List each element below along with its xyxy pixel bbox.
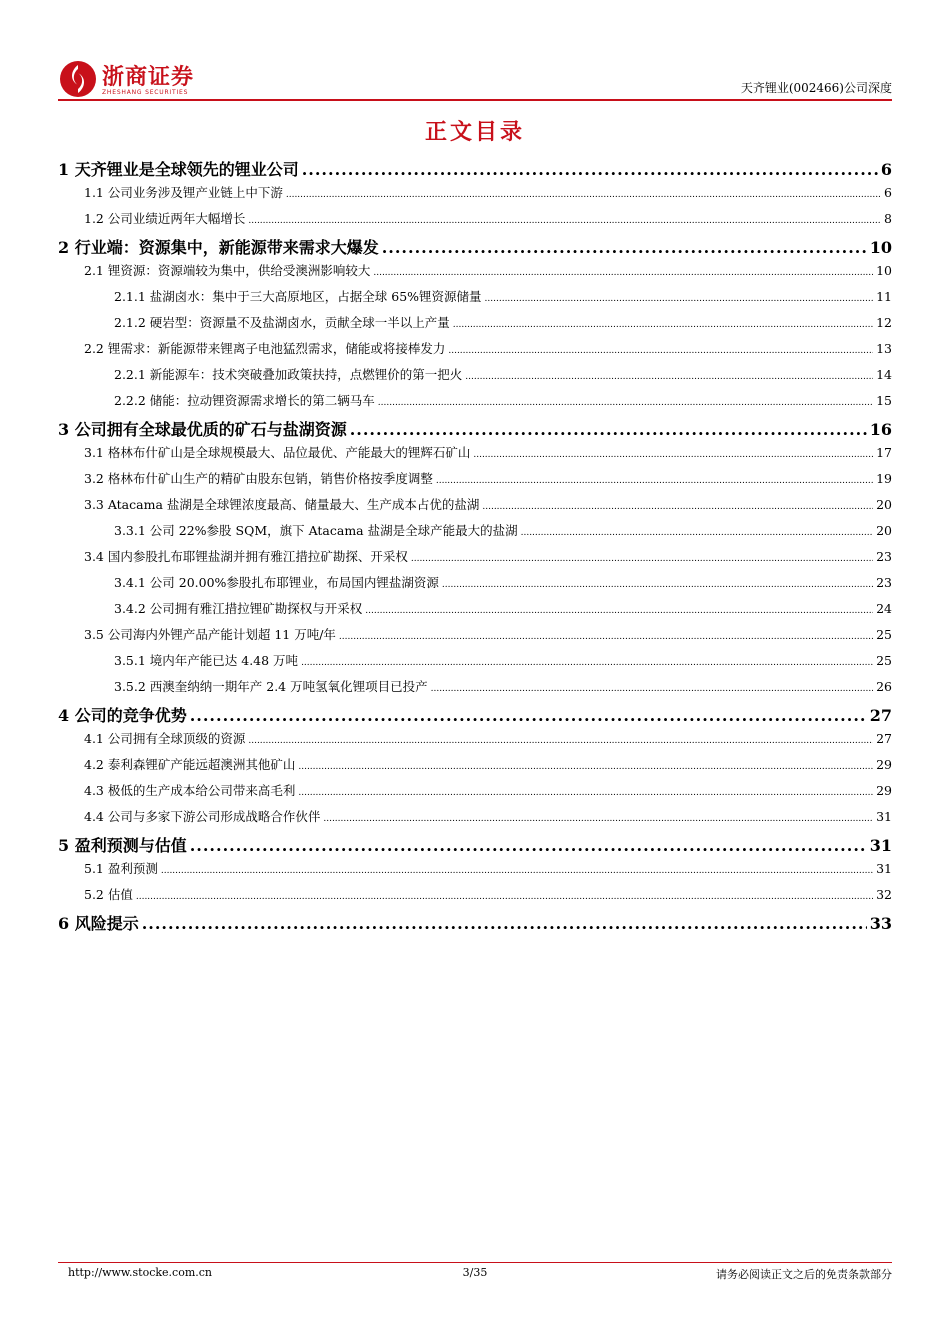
toc-entry[interactable]: [58, 391, 892, 417]
toc-entry-page: 27: [876, 731, 892, 746]
toc-entry-page: 26: [876, 679, 892, 694]
logo-text-cn: 浙商证券: [102, 65, 195, 90]
page-header: [58, 56, 892, 102]
toc-entry-page: 27: [869, 706, 892, 725]
toc-entry-title: 3.2 格林布什矿山生产的精矿由股东包销，销售价格按季度调整: [84, 471, 433, 486]
toc-dot-leader: [323, 814, 873, 824]
toc-entry-page: 23: [876, 549, 892, 564]
toc-entry-page: 29: [876, 757, 892, 772]
toc-entry[interactable]: [58, 573, 892, 599]
toc-entry-title: 4.4 公司与多家下游公司形成战略合作伙伴: [84, 809, 321, 824]
toc-entry[interactable]: [58, 755, 892, 781]
header-divider: [58, 99, 892, 101]
toc-entry[interactable]: [58, 287, 892, 313]
footer-disclaimer: 请务必阅读正文之后的免责条款部分: [716, 1268, 892, 1281]
toc-entry[interactable]: [58, 833, 892, 859]
toc-entry[interactable]: [58, 521, 892, 547]
toc-entry[interactable]: [58, 313, 892, 339]
toc-entry-title: 2.1.1 盐湖卤水：集中于三大高原地区，占据全球 65%锂资源储量: [114, 289, 482, 304]
toc-dot-leader: [350, 420, 867, 439]
toc-entry-page: 23: [876, 575, 892, 590]
toc-entry-title: 2.2.2 储能：拉动锂资源需求增长的第二辆马车: [114, 393, 375, 408]
toc-entry-title: 3.4.2 公司拥有雅江措拉锂矿勘探权与开采权: [114, 601, 363, 616]
toc-entry-title: 5 盈利预测与估值: [58, 836, 187, 855]
toc-entry[interactable]: [58, 547, 892, 573]
toc-dot-leader: [286, 190, 881, 200]
toc-dot-leader: [373, 268, 873, 278]
toc-entry-page: 6: [884, 185, 892, 200]
footer-url[interactable]: http://www.stocke.com.cn: [68, 1266, 212, 1279]
toc-dot-leader: [142, 914, 867, 933]
toc-dot-leader: [465, 372, 873, 382]
footer-divider: [58, 1262, 892, 1263]
toc-entry-page: 25: [876, 627, 892, 642]
toc-entry[interactable]: [58, 781, 892, 807]
toc-entry[interactable]: [58, 703, 892, 729]
company-logo: [58, 56, 258, 102]
toc-dot-leader: [436, 476, 873, 486]
toc-entry-page: 20: [876, 523, 892, 538]
toc-entry-page: 32: [876, 887, 892, 902]
page-number: 3/35: [462, 1266, 488, 1279]
toc-dot-leader: [378, 398, 873, 408]
toc-entry-page: 25: [876, 653, 892, 668]
toc-dot-leader: [190, 836, 867, 855]
toc-entry-page: 20: [876, 497, 892, 512]
toc-entry-title: 3.3 Atacama 盐湖是全球锂浓度最高、储量最大、生产成本占优的盐湖: [84, 497, 480, 512]
toc-dot-leader: [453, 320, 873, 330]
toc-entry-title: 2.2 锂需求：新能源带来锂离子电池猛烈需求，储能或将接棒发力: [84, 341, 446, 356]
toc-entry[interactable]: [58, 677, 892, 703]
toc-entry-page: 16: [869, 420, 892, 439]
toc-entry-page: 33: [869, 914, 892, 933]
toc-dot-leader: [365, 606, 873, 616]
toc-dot-leader: [298, 788, 873, 798]
toc-entry-page: 10: [869, 238, 892, 257]
toc-entry-page: 15: [876, 393, 892, 408]
toc-entry[interactable]: [58, 651, 892, 677]
logo-text-en: ZHESHANG SECURITIES: [102, 89, 189, 96]
toc-entry-title: 3.5.2 西澳奎纳纳一期年产 2.4 万吨氢氧化锂项目已投产: [114, 679, 428, 694]
table-of-contents: [58, 157, 892, 937]
toc-entry-title: 3.4.1 公司 20.00%参股扎布耶锂业，布局国内锂盐湖资源: [114, 575, 439, 590]
toc-entry-title: 1 天齐锂业是全球领先的锂业公司: [58, 160, 299, 179]
toc-dot-leader: [248, 216, 881, 226]
toc-entry[interactable]: [58, 443, 892, 469]
toc-entry[interactable]: [58, 365, 892, 391]
toc-entry-title: 3.1 格林布什矿山是全球规模最大、品位最优、产能最大的锂辉石矿山: [84, 445, 471, 460]
toc-entry-title: 5.1 盈利预测: [84, 861, 158, 876]
toc-dot-leader: [298, 762, 873, 772]
toc-entry-title: 4.3 极低的生产成本给公司带来高毛利: [84, 783, 296, 798]
toc-entry[interactable]: [58, 183, 892, 209]
toc-entry-page: 24: [876, 601, 892, 616]
logo-mark-icon: [58, 59, 98, 99]
toc-entry-title: 4 公司的竞争优势: [58, 706, 187, 725]
toc-entry-title: 2.2.1 新能源车：技术突破叠加政策扶持，点燃锂价的第一把火: [114, 367, 463, 382]
toc-entry-title: 3.5 公司海内外锂产品产能计划超 11 万吨/年: [84, 627, 336, 642]
toc-entry-title: 3 公司拥有全球最优质的矿石与盐湖资源: [58, 420, 347, 439]
toc-entry-page: 17: [876, 445, 892, 460]
toc-entry-page: 8: [884, 211, 892, 226]
toc-dot-leader: [521, 528, 873, 538]
toc-entry-page: 31: [876, 861, 892, 876]
toc-entry-title: 2.1.2 硬岩型：资源量不及盐湖卤水，贡献全球一半以上产量: [114, 315, 450, 330]
toc-entry[interactable]: [58, 261, 892, 287]
toc-entry-title: 1.1 公司业务涉及锂产业链上中下游: [84, 185, 283, 200]
toc-entry[interactable]: [58, 417, 892, 443]
toc-entry[interactable]: [58, 339, 892, 365]
toc-entry[interactable]: [58, 885, 892, 911]
toc-entry[interactable]: [58, 911, 892, 937]
toc-dot-leader: [382, 238, 867, 257]
toc-entry-title: 2 行业端：资源集中，新能源带来需求大爆发: [58, 238, 379, 257]
toc-entry-title: 3.3.1 公司 22%参股 SQM，旗下 Atacama 盐湖是全球产能最大的盐湖: [114, 523, 518, 538]
toc-entry-page: 31: [876, 809, 892, 824]
toc-entry-title: 4.1 公司拥有全球顶级的资源: [84, 731, 246, 746]
toc-entry[interactable]: [58, 625, 892, 651]
toc-dot-leader: [473, 450, 873, 460]
toc-entry-title: 1.2 公司业绩近两年大幅增长: [84, 211, 246, 226]
toc-entry-page: 11: [876, 289, 892, 304]
toc-entry[interactable]: [58, 859, 892, 885]
toc-entry-title: 5.2 估值: [84, 887, 133, 902]
toc-entry[interactable]: [58, 209, 892, 235]
toc-entry[interactable]: [58, 469, 892, 495]
toc-dot-leader: [161, 866, 873, 876]
toc-entry[interactable]: [58, 599, 892, 625]
toc-dot-leader: [482, 502, 873, 512]
toc-entry-page: 31: [869, 836, 892, 855]
toc-entry-page: 10: [876, 263, 892, 278]
page-title: 正文目录: [424, 119, 525, 145]
toc-dot-leader: [431, 684, 873, 694]
toc-entry-page: 14: [876, 367, 892, 382]
toc-dot-leader: [301, 658, 873, 668]
toc-dot-leader: [442, 580, 873, 590]
report-title: 天齐锂业(002466)公司深度: [740, 81, 892, 95]
toc-entry[interactable]: [58, 495, 892, 521]
toc-dot-leader: [302, 160, 878, 179]
toc-entry-page: 12: [876, 315, 892, 330]
toc-dot-leader: [448, 346, 873, 356]
toc-dot-leader: [485, 294, 874, 304]
toc-dot-leader: [190, 706, 867, 725]
toc-entry-title: 6 风险提示: [58, 914, 139, 933]
toc-entry-page: 6: [880, 160, 892, 179]
toc-dot-leader: [411, 554, 873, 564]
toc-entry-title: 4.2 泰利森锂矿产能远超澳洲其他矿山: [84, 757, 296, 772]
toc-dot-leader: [248, 736, 873, 746]
toc-entry-title: 3.4 国内参股扎布耶锂盐湖并拥有雅江措拉矿勘探、开采权: [84, 549, 408, 564]
toc-dot-leader: [136, 892, 873, 902]
toc-entry-title: 3.5.1 境内年产能已达 4.48 万吨: [114, 653, 299, 668]
toc-entry[interactable]: [58, 807, 892, 833]
toc-dot-leader: [339, 632, 873, 642]
toc-entry-page: 19: [876, 471, 892, 486]
toc-entry[interactable]: [58, 235, 892, 261]
toc-entry[interactable]: [58, 729, 892, 755]
toc-entry[interactable]: [58, 157, 892, 183]
toc-entry-page: 29: [876, 783, 892, 798]
toc-entry-page: 13: [876, 341, 892, 356]
toc-entry-title: 2.1 锂资源：资源端较为集中，供给受澳洲影响较大: [84, 263, 371, 278]
